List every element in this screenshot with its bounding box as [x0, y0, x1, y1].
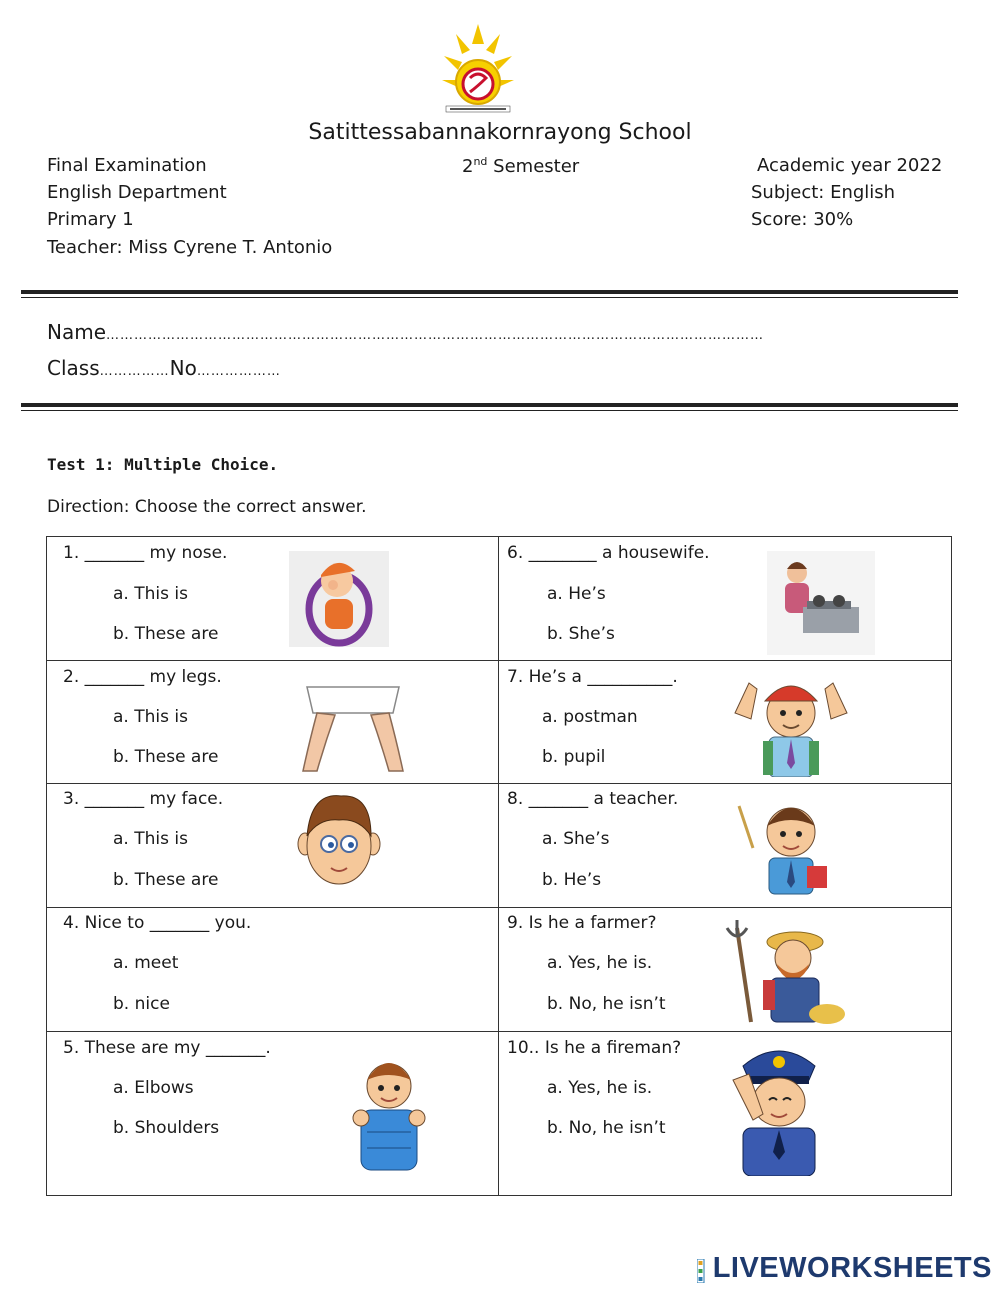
question-text: 9. Is he a farmer? — [507, 913, 657, 933]
semester-suffix: nd — [473, 155, 488, 168]
class-label: Class — [47, 356, 100, 380]
option-b[interactable]: b. pupil — [542, 747, 606, 767]
question-cell — [499, 661, 952, 784]
option-a[interactable]: a. postman — [542, 707, 638, 727]
option-a[interactable]: a. Yes, he is. — [547, 1078, 653, 1098]
pupil-boy-icon — [725, 673, 857, 777]
class-line — [47, 356, 281, 380]
police-officer-icon — [721, 1040, 835, 1176]
question-cell — [47, 1032, 499, 1196]
boy-touching-nose-icon — [289, 551, 389, 647]
divider-bottom-thin — [21, 410, 958, 411]
school-logo — [440, 22, 516, 120]
department: English Department — [47, 182, 227, 203]
question-text: 10.. Is he a fireman? — [507, 1038, 682, 1058]
semester-ordinal: 2 — [462, 156, 474, 177]
question-text: 5. These are my _______. — [63, 1038, 271, 1058]
question-text: 4. Nice to _______ you. — [63, 913, 252, 933]
question-cell — [47, 537, 499, 661]
no-label: No — [169, 356, 197, 380]
option-b[interactable]: b. She’s — [547, 624, 615, 644]
teacher: Teacher: Miss Cyrene T. Antonio — [47, 237, 333, 258]
question-cell — [499, 1032, 952, 1196]
semester — [462, 155, 579, 177]
boy-shoulders-icon — [347, 1048, 431, 1172]
semester-word: Semester — [493, 156, 580, 177]
option-a[interactable]: a. This is — [113, 829, 188, 849]
option-b[interactable]: b. nice — [113, 994, 170, 1014]
question-cell — [47, 908, 499, 1032]
divider-top-thin — [21, 297, 958, 298]
exam-type: Final Examination — [47, 155, 207, 176]
option-b[interactable]: b. He’s — [542, 870, 602, 890]
academic-year: Academic year 2022 — [757, 155, 943, 176]
option-a[interactable]: a. meet — [113, 953, 179, 973]
name-line — [47, 320, 764, 344]
option-b[interactable]: b. No, he isn’t — [547, 994, 666, 1014]
question-text: 1. _______ my nose. — [63, 543, 228, 563]
housewife-cooking-icon — [767, 551, 875, 655]
option-b[interactable]: b. These are — [113, 624, 219, 644]
name-label: Name — [47, 320, 107, 344]
question-table — [46, 536, 952, 1196]
legs-icon — [283, 677, 423, 775]
score: Score: 30% — [751, 209, 854, 230]
subject: Subject: English — [751, 182, 896, 203]
option-a[interactable]: a. She’s — [542, 829, 610, 849]
boy-face-icon — [297, 792, 381, 896]
question-text: 7. He’s a __________. — [507, 667, 678, 687]
option-b[interactable]: b. These are — [113, 747, 219, 767]
question-text: 8. _______ a teacher. — [507, 789, 679, 809]
class-field[interactable]: …………… — [99, 364, 170, 379]
teacher-boy-icon — [731, 796, 835, 896]
level: Primary 1 — [47, 209, 134, 230]
option-a[interactable]: a. This is — [113, 707, 188, 727]
option-b[interactable]: b. These are — [113, 870, 219, 890]
liveworksheets-brand[interactable]: LIVEWORKSHEETS — [712, 1252, 992, 1284]
question-cell — [47, 661, 499, 784]
question-cell — [499, 908, 952, 1032]
option-a[interactable]: a. Yes, he is. — [547, 953, 653, 973]
question-text: 6. ________ a housewife. — [507, 543, 710, 563]
school-name: Satittessabannakornrayong School — [308, 120, 692, 145]
test-direction: Direction: Choose the correct answer. — [47, 497, 367, 517]
question-cell — [499, 784, 952, 908]
question-text: 2. _______ my legs. — [63, 667, 222, 687]
divider-bottom — [21, 403, 958, 407]
divider-top — [21, 290, 958, 294]
no-field[interactable]: ……………… — [196, 364, 281, 379]
test-title: Test 1: Multiple Choice. — [47, 455, 279, 474]
option-b[interactable]: b. Shoulders — [113, 1118, 220, 1138]
farmer-icon — [723, 918, 847, 1026]
question-text: 3. _______ my face. — [63, 789, 224, 809]
option-b[interactable]: b. No, he isn’t — [547, 1118, 666, 1138]
option-a[interactable]: a. He’s — [547, 584, 606, 604]
option-a[interactable]: a. This is — [113, 584, 188, 604]
name-field[interactable]: …………………………………………………………………………………………………………………………… — [106, 328, 765, 343]
question-cell — [47, 784, 499, 908]
question-cell — [499, 537, 952, 661]
option-a[interactable]: a. Elbows — [113, 1078, 194, 1098]
